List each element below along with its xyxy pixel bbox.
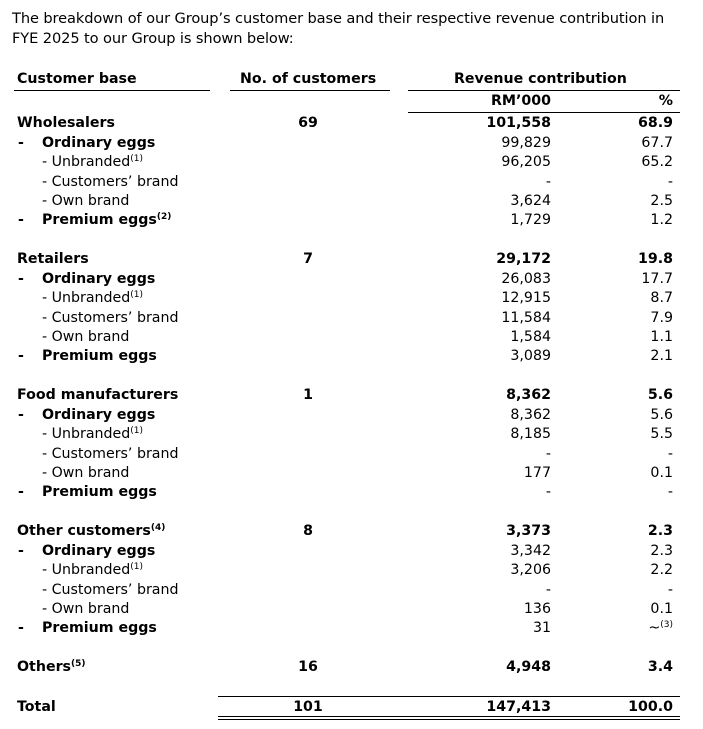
others-count: 16 — [298, 659, 318, 675]
category-label: Premium eggs — [42, 484, 157, 500]
subcategory-label: - Own brand — [42, 193, 130, 209]
row-pct: - — [667, 446, 673, 462]
header-underline-no-customers — [230, 90, 390, 91]
row-rm: 3,624 — [510, 193, 551, 209]
row-rm: 177 — [523, 465, 551, 481]
total-rm: 147,413 — [486, 699, 551, 715]
row-pct: 5.5 — [650, 426, 673, 442]
row-bullet-dash: - — [18, 484, 24, 500]
total-bottom-rule-1 — [218, 716, 680, 717]
subcategory-label-note: (1) — [130, 290, 144, 300]
subcategory-label: - Customers’ brand — [42, 582, 179, 598]
row-rm: 11,584 — [501, 310, 551, 326]
row-pct: 2.1 — [650, 348, 673, 364]
header-underline-revenue — [408, 90, 680, 91]
row-pct: - — [667, 484, 673, 500]
group-pct: 19.8 — [637, 251, 673, 267]
group-pct: 2.3 — [647, 523, 673, 539]
row-rm: - — [545, 582, 551, 598]
row-pct: 7.9 — [650, 310, 673, 326]
others-name-note: (5) — [71, 659, 86, 669]
row-bullet-dash: - — [18, 407, 24, 423]
subcategory-label: - Unbranded$^{(1)}$ — [42, 562, 144, 578]
category-label: Premium eggs — [42, 620, 157, 636]
subcategory-label: - Unbranded$^{(1)}$ — [42, 290, 144, 306]
row-pct-note: (3) — [660, 620, 673, 630]
row-rm: 96,205 — [501, 154, 551, 170]
row-bullet-dash: - — [18, 620, 24, 636]
subcategory-label: - Own brand — [42, 601, 130, 617]
category-label: Premium eggs — [42, 348, 157, 364]
group-count: 69 — [298, 115, 318, 131]
row-rm: 1,584 — [510, 329, 551, 345]
row-rm: - — [545, 174, 551, 190]
row-bullet-dash: - — [18, 271, 24, 287]
row-bullet-dash: - — [18, 212, 24, 228]
subcategory-label: - Unbranded$^{(1)}$ — [42, 426, 144, 442]
row-rm: 99,829 — [501, 135, 551, 151]
header-rm000: RM’000 — [490, 93, 551, 109]
row-bullet-dash: - — [18, 348, 24, 364]
row-rm: 8,362 — [510, 407, 551, 423]
header-underline-units — [408, 112, 680, 113]
total-bottom-rule-2 — [218, 719, 680, 720]
row-bullet-dash: - — [18, 543, 24, 559]
row-pct: 67.7 — [641, 135, 673, 151]
group-count: 1 — [303, 387, 313, 403]
category-label: Ordinary eggs — [42, 407, 156, 423]
row-rm: 3,206 — [510, 562, 551, 578]
subcategory-label: - Own brand — [42, 465, 130, 481]
row-pct: 8.7 — [650, 290, 673, 306]
subcategory-label: - Unbranded$^{(1)}$ — [42, 154, 144, 170]
group-count: 7 — [303, 251, 313, 267]
row-pct: ~$^{(3)}$ — [648, 620, 673, 636]
subcategory-label-note: (1) — [130, 562, 144, 572]
category-label-note: (2) — [156, 212, 172, 222]
group-pct: 68.9 — [637, 115, 673, 131]
row-rm: 12,915 — [501, 290, 551, 306]
row-pct: 5.6 — [650, 407, 673, 423]
others-name: Others$^{(5)}$ — [17, 659, 86, 675]
row-pct: - — [667, 174, 673, 190]
others-pct: 3.4 — [647, 659, 673, 675]
group-name: Wholesalers — [17, 115, 115, 131]
row-rm: - — [545, 484, 551, 500]
row-bullet-dash: - — [18, 135, 24, 151]
subcategory-label: - Own brand — [42, 329, 130, 345]
row-rm: 26,083 — [501, 271, 551, 287]
row-rm: - — [545, 446, 551, 462]
subcategory-label: - Customers’ brand — [42, 174, 179, 190]
header-percent: % — [658, 93, 673, 109]
row-rm: 3,342 — [510, 543, 551, 559]
header-revenue-contribution: Revenue contribution — [454, 71, 627, 87]
row-pct: 17.7 — [641, 271, 673, 287]
category-label: Ordinary eggs — [42, 135, 156, 151]
group-rm: 8,362 — [506, 387, 551, 403]
row-rm: 8,185 — [510, 426, 551, 442]
row-pct: 1.1 — [650, 329, 673, 345]
group-pct: 5.6 — [647, 387, 673, 403]
row-pct: 65.2 — [641, 154, 673, 170]
category-label: Ordinary eggs — [42, 271, 156, 287]
subcategory-label: - Customers’ brand — [42, 310, 179, 326]
row-pct: 1.2 — [650, 212, 673, 228]
subcategory-label-note: (1) — [130, 154, 144, 164]
others-rm: 4,948 — [506, 659, 551, 675]
header-customer-base: Customer base — [17, 71, 137, 87]
row-pct: - — [667, 582, 673, 598]
group-name: Other customers$^{(4)}$ — [17, 523, 166, 539]
total-pct: 100.0 — [628, 699, 673, 715]
row-pct: 2.3 — [650, 543, 673, 559]
group-count: 8 — [303, 523, 313, 539]
row-pct: 0.1 — [650, 601, 673, 617]
group-name: Food manufacturers — [17, 387, 179, 403]
row-rm: 31 — [532, 620, 551, 636]
group-rm: 3,373 — [506, 523, 551, 539]
total-count: 101 — [293, 699, 323, 715]
group-rm: 29,172 — [496, 251, 551, 267]
category-label: Ordinary eggs — [42, 543, 156, 559]
header-underline-customer-base — [14, 90, 210, 91]
group-name-note: (4) — [150, 523, 166, 533]
row-pct: 0.1 — [650, 465, 673, 481]
total-top-rule — [218, 696, 680, 697]
intro-text: The breakdown of our Group’s customer base and their respective revenue contribution in FYE 2025 to our Group is shown below: — [12, 10, 665, 47]
row-rm: 3,089 — [510, 348, 551, 364]
total-name: Total — [17, 699, 56, 715]
category-label: Premium eggs$^{(2)}$ — [42, 212, 172, 228]
row-rm: 136 — [523, 601, 551, 617]
subcategory-label: - Customers’ brand — [42, 446, 179, 462]
row-pct: 2.5 — [650, 193, 673, 209]
header-no-customers: No. of customers — [240, 71, 377, 87]
group-rm: 101,558 — [486, 115, 551, 131]
group-name: Retailers — [17, 251, 89, 267]
row-rm: 1,729 — [510, 212, 551, 228]
subcategory-label-note: (1) — [130, 426, 144, 436]
row-pct: 2.2 — [650, 562, 673, 578]
